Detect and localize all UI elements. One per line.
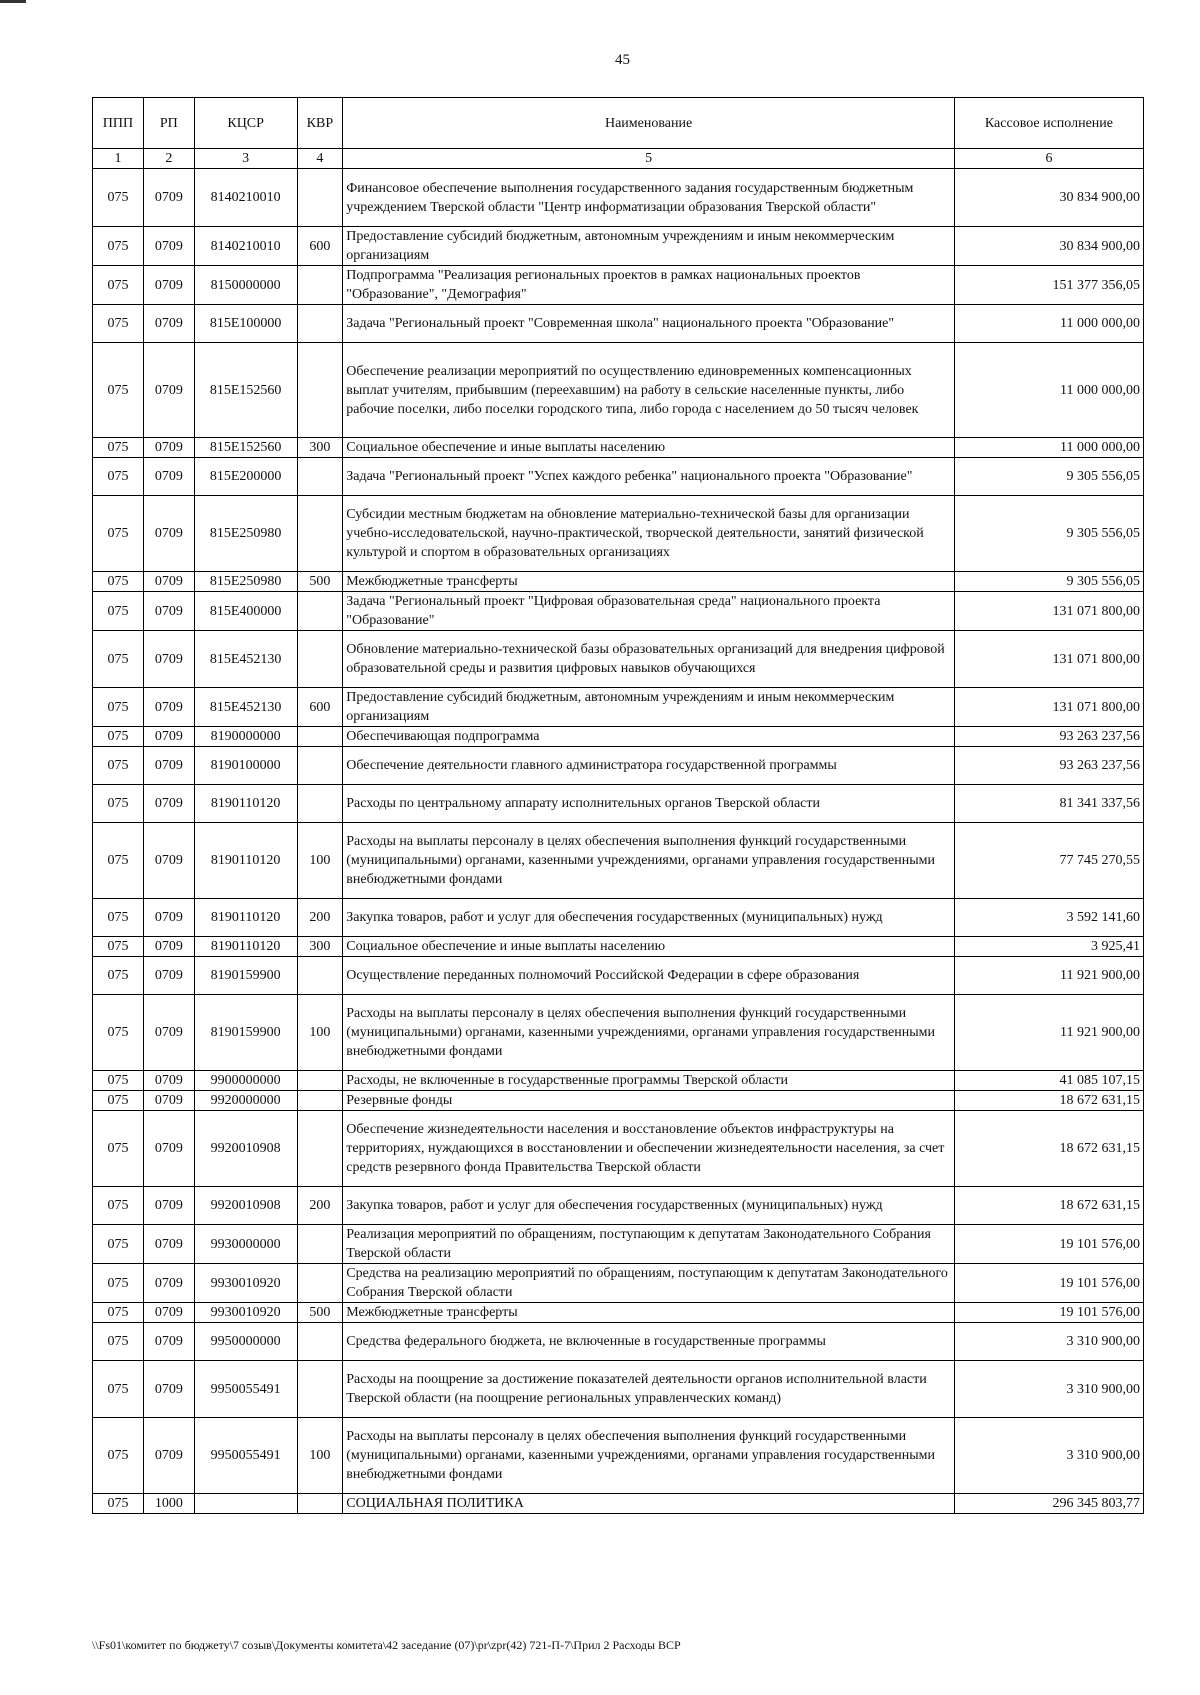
- cell-amount: 3 925,41: [954, 937, 1143, 957]
- cell-rp: 0709: [143, 823, 194, 899]
- cell-name: Расходы по центральному аппарату исполнительных органов Тверской области: [343, 785, 955, 823]
- cell-kvr: 600: [297, 688, 343, 727]
- cell-kcsr: 8190159900: [194, 957, 297, 995]
- cell-kcsr: 8190000000: [194, 727, 297, 747]
- cell-amount: 3 310 900,00: [954, 1323, 1143, 1361]
- cell-kcsr: 9920010908: [194, 1111, 297, 1187]
- cell-name: Реализация мероприятий по обращениям, поступающим к депутатам Законодательного Собрания Тверской области: [343, 1225, 955, 1264]
- cell-rp: 0709: [143, 1361, 194, 1418]
- cell-amount: 9 305 556,05: [954, 572, 1143, 592]
- cell-kcsr: 815E400000: [194, 592, 297, 631]
- cell-amount: 18 672 631,15: [954, 1111, 1143, 1187]
- table-row: [93, 496, 1144, 572]
- cell-ppp: 075: [93, 458, 144, 496]
- cell-name: Расходы на выплаты персоналу в целях обеспечения выполнения функций государственными (муниципальными) органами, казенными учреждениями, органами управления государственными внебюджетными фондами: [343, 995, 955, 1071]
- cell-amount: 18 672 631,15: [954, 1187, 1143, 1225]
- cell-ppp: 075: [93, 823, 144, 899]
- cell-amount: 11 000 000,00: [954, 438, 1143, 458]
- cell-name: Резервные фонды: [343, 1091, 955, 1111]
- cell-ppp: 075: [93, 1187, 144, 1225]
- cell-ppp: 075: [93, 572, 144, 592]
- cell-kcsr: 8140210010: [194, 169, 297, 227]
- cell-kvr: 300: [297, 438, 343, 458]
- cell-amount: 11 921 900,00: [954, 995, 1143, 1071]
- cell-kvr: [297, 592, 343, 631]
- cell-ppp: 075: [93, 1303, 144, 1323]
- cell-name: Средства на реализацию мероприятий по обращениям, поступающим к депутатам Законодательного Собрания Тверской области: [343, 1264, 955, 1303]
- table-row: [93, 438, 1144, 458]
- cell-kvr: 200: [297, 899, 343, 937]
- cell-ppp: 075: [93, 1111, 144, 1187]
- cell-ppp: 075: [93, 1494, 144, 1514]
- cell-kvr: [297, 458, 343, 496]
- cell-name: Обеспечение жизнедеятельности населения и восстановление объектов инфраструктуры на территориях, нуждающихся в восстановлении и обеспечении жизнедеятельности населения, за счет средств резервного фонда Правительства Тверской области: [343, 1111, 955, 1187]
- cell-kcsr: 8190110120: [194, 899, 297, 937]
- cell-name: Средства федерального бюджета, не включенные в государственные программы: [343, 1323, 955, 1361]
- cell-name: Обеспечение деятельности главного администратора государственной программы: [343, 747, 955, 785]
- cell-ppp: 075: [93, 592, 144, 631]
- cell-amount: 296 345 803,77: [954, 1494, 1143, 1514]
- cell-amount: 131 071 800,00: [954, 688, 1143, 727]
- page-number: 45: [615, 52, 630, 68]
- cell-ppp: 075: [93, 169, 144, 227]
- cell-ppp: 075: [93, 305, 144, 343]
- table-row: [93, 458, 1144, 496]
- cell-ppp: 075: [93, 496, 144, 572]
- cell-amount: 19 101 576,00: [954, 1264, 1143, 1303]
- cell-rp: 0709: [143, 957, 194, 995]
- table-row: [93, 899, 1144, 937]
- cell-amount: 19 101 576,00: [954, 1303, 1143, 1323]
- cell-kcsr: 815E200000: [194, 458, 297, 496]
- cell-ppp: 075: [93, 1071, 144, 1091]
- cell-rp: 0709: [143, 1323, 194, 1361]
- cell-rp: 0709: [143, 785, 194, 823]
- cell-ppp: 075: [93, 1323, 144, 1361]
- cell-kcsr: 815E452130: [194, 631, 297, 688]
- cell-amount: 93 263 237,56: [954, 747, 1143, 785]
- cell-ppp: 075: [93, 1091, 144, 1111]
- cell-name: Финансовое обеспечение выполнения государственного задания государственным бюджетным учреждением Тверской области "Центр информатизации образования Тверской области": [343, 169, 955, 227]
- cell-ppp: 075: [93, 1264, 144, 1303]
- table-row: [93, 1323, 1144, 1361]
- column-number: 2: [143, 149, 194, 169]
- cell-amount: 41 085 107,15: [954, 1071, 1143, 1091]
- table-row: [93, 1187, 1144, 1225]
- cell-amount: 11 000 000,00: [954, 305, 1143, 343]
- table-row: [93, 1418, 1144, 1494]
- scan-artifact: [0, 0, 26, 3]
- cell-rp: 0709: [143, 572, 194, 592]
- cell-amount: 3 592 141,60: [954, 899, 1143, 937]
- column-number: 1: [93, 149, 144, 169]
- cell-rp: 0709: [143, 227, 194, 266]
- cell-amount: 9 305 556,05: [954, 496, 1143, 572]
- cell-kvr: 300: [297, 937, 343, 957]
- cell-name: Задача "Региональный проект "Успех каждого ребенка" национального проекта "Образование": [343, 458, 955, 496]
- cell-kcsr: 815E250980: [194, 496, 297, 572]
- cell-amount: 19 101 576,00: [954, 1225, 1143, 1264]
- header-amount: Кассовое исполнение: [954, 98, 1143, 149]
- cell-name: Задача "Региональный проект "Современная школа" национального проекта "Образование": [343, 305, 955, 343]
- cell-rp: 1000: [143, 1494, 194, 1514]
- cell-kvr: [297, 1091, 343, 1111]
- cell-name: Закупка товаров, работ и услуг для обеспечения государственных (муниципальных) нужд: [343, 899, 955, 937]
- cell-amount: 18 672 631,15: [954, 1091, 1143, 1111]
- cell-kcsr: 815E152560: [194, 438, 297, 458]
- column-number: 4: [297, 149, 343, 169]
- cell-kcsr: [194, 1494, 297, 1514]
- table-row: [93, 1303, 1144, 1323]
- table-row: [93, 343, 1144, 438]
- cell-rp: 0709: [143, 438, 194, 458]
- header-rp: РП: [143, 98, 194, 149]
- cell-rp: 0709: [143, 1418, 194, 1494]
- cell-kcsr: 9920010908: [194, 1187, 297, 1225]
- cell-kcsr: 9930010920: [194, 1264, 297, 1303]
- cell-kvr: [297, 1111, 343, 1187]
- cell-name: Расходы, не включенные в государственные программы Тверской области: [343, 1071, 955, 1091]
- cell-kcsr: 9950055491: [194, 1418, 297, 1494]
- table-header-row: [93, 98, 1144, 149]
- cell-amount: 11 000 000,00: [954, 343, 1143, 438]
- budget-table: [92, 97, 1144, 1514]
- cell-kvr: [297, 1225, 343, 1264]
- cell-name: СОЦИАЛЬНАЯ ПОЛИТИКА: [343, 1494, 955, 1514]
- cell-amount: 11 921 900,00: [954, 957, 1143, 995]
- cell-kvr: [297, 305, 343, 343]
- cell-rp: 0709: [143, 747, 194, 785]
- cell-amount: 131 071 800,00: [954, 631, 1143, 688]
- table-row: [93, 747, 1144, 785]
- cell-name: Обновление материально-технической базы образовательных организаций для внедрения цифровой образовательной среды и развития цифровых навыков обучающихся: [343, 631, 955, 688]
- cell-ppp: 075: [93, 727, 144, 747]
- cell-ppp: 075: [93, 438, 144, 458]
- cell-ppp: 075: [93, 747, 144, 785]
- cell-kvr: [297, 169, 343, 227]
- cell-ppp: 075: [93, 957, 144, 995]
- cell-rp: 0709: [143, 458, 194, 496]
- cell-kvr: [297, 266, 343, 305]
- cell-kvr: 100: [297, 1418, 343, 1494]
- cell-ppp: 075: [93, 937, 144, 957]
- cell-ppp: 075: [93, 1418, 144, 1494]
- cell-kvr: [297, 631, 343, 688]
- cell-amount: 93 263 237,56: [954, 727, 1143, 747]
- cell-kvr: [297, 785, 343, 823]
- cell-kvr: [297, 1071, 343, 1091]
- cell-name: Социальное обеспечение и иные выплаты населению: [343, 937, 955, 957]
- table-row: [93, 1225, 1144, 1264]
- cell-kcsr: 8190159900: [194, 995, 297, 1071]
- cell-rp: 0709: [143, 1111, 194, 1187]
- column-number-row: [93, 149, 1144, 169]
- cell-ppp: 075: [93, 688, 144, 727]
- cell-ppp: 075: [93, 899, 144, 937]
- cell-kvr: [297, 1494, 343, 1514]
- cell-kcsr: 8190100000: [194, 747, 297, 785]
- table-row: [93, 169, 1144, 227]
- cell-kcsr: 8140210010: [194, 227, 297, 266]
- cell-amount: 151 377 356,05: [954, 266, 1143, 305]
- column-number: 5: [343, 149, 955, 169]
- table-row: [93, 266, 1144, 305]
- cell-name: Осуществление переданных полномочий Российской Федерации в сфере образования: [343, 957, 955, 995]
- header-ppp: ППП: [93, 98, 144, 149]
- table-row: [93, 1361, 1144, 1418]
- cell-rp: 0709: [143, 1091, 194, 1111]
- cell-kcsr: 9950055491: [194, 1361, 297, 1418]
- cell-kvr: [297, 747, 343, 785]
- table-row: [93, 823, 1144, 899]
- table-row: [93, 688, 1144, 727]
- cell-amount: 131 071 800,00: [954, 592, 1143, 631]
- cell-rp: 0709: [143, 688, 194, 727]
- table-row: [93, 1111, 1144, 1187]
- cell-kcsr: 9920000000: [194, 1091, 297, 1111]
- cell-kvr: [297, 496, 343, 572]
- cell-rp: 0709: [143, 631, 194, 688]
- cell-kvr: [297, 343, 343, 438]
- table-row: [93, 937, 1144, 957]
- cell-kcsr: 815E250980: [194, 572, 297, 592]
- table-row: [93, 1071, 1144, 1091]
- cell-amount: 3 310 900,00: [954, 1361, 1143, 1418]
- cell-rp: 0709: [143, 727, 194, 747]
- cell-kcsr: 815E100000: [194, 305, 297, 343]
- table-row: [93, 631, 1144, 688]
- cell-rp: 0709: [143, 1225, 194, 1264]
- cell-kcsr: 8190110120: [194, 937, 297, 957]
- table-row: [93, 1264, 1144, 1303]
- table-row: [93, 1091, 1144, 1111]
- cell-ppp: 075: [93, 995, 144, 1071]
- cell-name: Подпрограмма "Реализация региональных проектов в рамках национальных проектов "Образование", "Демография": [343, 266, 955, 305]
- cell-kcsr: 8150000000: [194, 266, 297, 305]
- cell-ppp: 075: [93, 343, 144, 438]
- table-row: [93, 995, 1144, 1071]
- cell-amount: 3 310 900,00: [954, 1418, 1143, 1494]
- cell-kcsr: 9900000000: [194, 1071, 297, 1091]
- cell-amount: 77 745 270,55: [954, 823, 1143, 899]
- cell-rp: 0709: [143, 899, 194, 937]
- cell-ppp: 075: [93, 1225, 144, 1264]
- cell-amount: 30 834 900,00: [954, 227, 1143, 266]
- table-row: [93, 227, 1144, 266]
- cell-rp: 0709: [143, 1264, 194, 1303]
- table-row: [93, 957, 1144, 995]
- cell-rp: 0709: [143, 995, 194, 1071]
- cell-kvr: 500: [297, 572, 343, 592]
- cell-rp: 0709: [143, 496, 194, 572]
- cell-name: Расходы на выплаты персоналу в целях обеспечения выполнения функций государственными (муниципальными) органами, казенными учреждениями, органами управления государственными внебюджетными фондами: [343, 1418, 955, 1494]
- cell-rp: 0709: [143, 169, 194, 227]
- cell-name: Закупка товаров, работ и услуг для обеспечения государственных (муниципальных) нужд: [343, 1187, 955, 1225]
- cell-kvr: 100: [297, 823, 343, 899]
- cell-name: Расходы на поощрение за достижение показателей деятельности органов исполнительной власти Тверской области (на поощрение региональных управленческих команд): [343, 1361, 955, 1418]
- cell-amount: 9 305 556,05: [954, 458, 1143, 496]
- cell-kcsr: 9930010920: [194, 1303, 297, 1323]
- cell-name: Межбюджетные трансферты: [343, 572, 955, 592]
- cell-kvr: [297, 727, 343, 747]
- cell-rp: 0709: [143, 592, 194, 631]
- cell-kcsr: 9950000000: [194, 1323, 297, 1361]
- cell-kcsr: 815E152560: [194, 343, 297, 438]
- cell-name: Обеспечение реализации мероприятий по осуществлению единовременных компенсационных выплат учителям, прибывшим (переехавшим) на работу в сельские населенные пункты, либо рабочие поселки, либо поселки городского типа, либо города с населением до 50 тысяч человек: [343, 343, 955, 438]
- cell-kvr: 600: [297, 227, 343, 266]
- cell-amount: 81 341 337,56: [954, 785, 1143, 823]
- cell-kvr: [297, 1323, 343, 1361]
- cell-name: Социальное обеспечение и иные выплаты населению: [343, 438, 955, 458]
- table-row: [93, 572, 1144, 592]
- cell-rp: 0709: [143, 937, 194, 957]
- cell-rp: 0709: [143, 1303, 194, 1323]
- table-row: [93, 305, 1144, 343]
- table-row: [93, 592, 1144, 631]
- cell-name: Обеспечивающая подпрограмма: [343, 727, 955, 747]
- cell-rp: 0709: [143, 266, 194, 305]
- table-row: [93, 1494, 1144, 1514]
- cell-kcsr: 8190110120: [194, 823, 297, 899]
- cell-kcsr: 815E452130: [194, 688, 297, 727]
- cell-kvr: [297, 957, 343, 995]
- cell-ppp: 075: [93, 631, 144, 688]
- table-row: [93, 785, 1144, 823]
- table-row: [93, 727, 1144, 747]
- cell-ppp: 075: [93, 785, 144, 823]
- cell-kcsr: 8190110120: [194, 785, 297, 823]
- cell-name: Задача "Региональный проект "Цифровая образовательная среда" национального проекта "Образование": [343, 592, 955, 631]
- cell-ppp: 075: [93, 1361, 144, 1418]
- cell-kvr: [297, 1264, 343, 1303]
- cell-ppp: 075: [93, 227, 144, 266]
- cell-name: Субсидии местным бюджетам на обновление материально-технической базы для организации учебно-исследовательской, научно-практической, творческой деятельности, занятий физической культурой и спортом в образовательных организациях: [343, 496, 955, 572]
- cell-name: Предоставление субсидий бюджетным, автономным учреждениям и иным некоммерческим организациям: [343, 688, 955, 727]
- cell-kvr: [297, 1361, 343, 1418]
- cell-kvr: 100: [297, 995, 343, 1071]
- cell-kvr: 500: [297, 1303, 343, 1323]
- cell-name: Расходы на выплаты персоналу в целях обеспечения выполнения функций государственными (муниципальными) органами, казенными учреждениями, органами управления государственными внебюджетными фондами: [343, 823, 955, 899]
- cell-name: Предоставление субсидий бюджетным, автономным учреждениям и иным некоммерческим организациям: [343, 227, 955, 266]
- header-name: Наименование: [343, 98, 955, 149]
- cell-kcsr: 9930000000: [194, 1225, 297, 1264]
- cell-kvr: 200: [297, 1187, 343, 1225]
- cell-ppp: 075: [93, 266, 144, 305]
- cell-rp: 0709: [143, 343, 194, 438]
- cell-rp: 0709: [143, 305, 194, 343]
- cell-rp: 0709: [143, 1187, 194, 1225]
- column-number: 6: [954, 149, 1143, 169]
- header-kcsr: КЦСР: [194, 98, 297, 149]
- header-kvr: КВР: [297, 98, 343, 149]
- column-number: 3: [194, 149, 297, 169]
- footer-file-path: \\Fs01\комитет по бюджету\7 созыв\Документы комитета\42 заседание (07)\pr\zpr(42) 721-П-7\Прил 2 Расходы ВСР: [92, 1638, 681, 1652]
- cell-name: Межбюджетные трансферты: [343, 1303, 955, 1323]
- cell-rp: 0709: [143, 1071, 194, 1091]
- cell-amount: 30 834 900,00: [954, 169, 1143, 227]
